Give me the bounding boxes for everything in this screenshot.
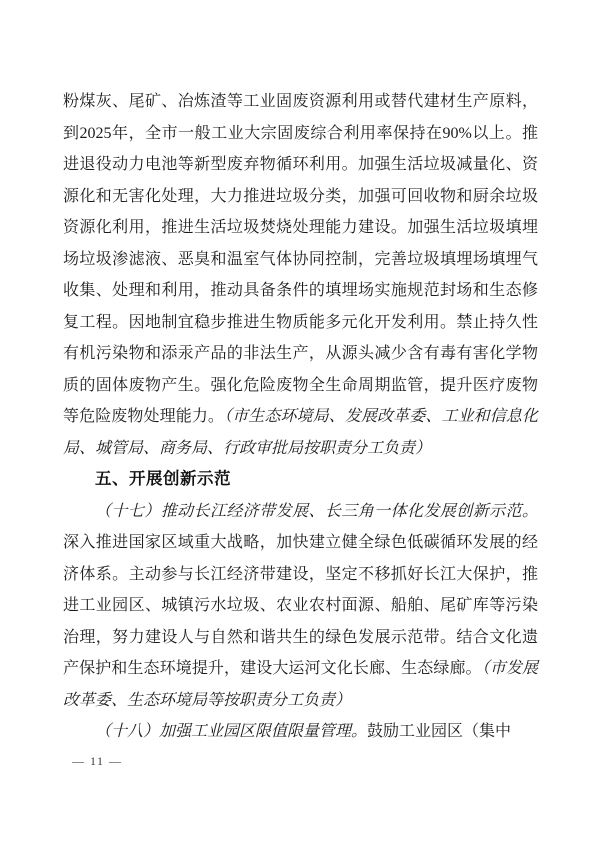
paragraph-item-18 (63, 716, 538, 748)
item-18-body-text: 鼓励工业园区（集中 (367, 723, 512, 740)
item-17-lead-sentence: （十七）推动长江经济带发展、长三角一体化发展创新示范。 (95, 502, 538, 520)
document-body (63, 86, 538, 748)
item-17-agency-attribution: （市发展改革委、生态环境局等按职责分工负责） (63, 660, 538, 709)
section-heading: 五、开展创新示范 (95, 470, 231, 488)
page-number: — 11 — (72, 754, 123, 768)
item-17-body-text: 深入推进国家区域重大战略，加快建立健全绿色低碳循环发展的经济体系。主动参与长江经济带建设，坚定不移抓好长江大保护，推进工业园区、城镇污水垃圾、农业农村面源、船舶、尾矿库等污染治理，努力建设人与自然和谐共生的绿色发展示范带。结合文化遗产保护和生态环境提升，建设大运河文化长廊、生态绿廊。 (63, 534, 538, 677)
paragraph-solid-waste-continuation (63, 86, 538, 464)
paragraph-item-17 (63, 496, 538, 717)
item-18-lead-sentence: （十八）加强工业园区限值限量管理。 (95, 723, 368, 740)
paragraph-body-text: 粉煤灰、尾矿、冶炼渣等工业固废资源利用或替代建材生产原料，到2025年，全市一般工业大宗固废综合利用率保持在90%以上。推进退役动力电池等新型废弃物循环利用。加强生活垃圾减量化、资源化和无害化处理，大力推进垃圾分类，加强可回收物和厨余垃圾资源化利用，推进生活垃圾焚烧处理能力建设。加强生活垃圾填埋场垃圾渗滤液、恶臭和温室气体协同控制，完善垃圾填埋场填埋气收集、处理和利用，推动具备条件的填埋场实施规范封场和生态修复工程。因地制宜稳步推进生物质能多元化开发利用。禁止持久性有机污染物和添汞产品的非法生产，从源头减少含有毒有害化学物质的固体废物产生。强化危险废物全生命周期监管，提升医疗废物等危险废物处理能力。 (63, 93, 538, 425)
agency-attribution-text: （市生态环境局、发展改革委、工业和信息化局、城管局、商务局、行政审批局按职责分工负责） (63, 408, 538, 457)
